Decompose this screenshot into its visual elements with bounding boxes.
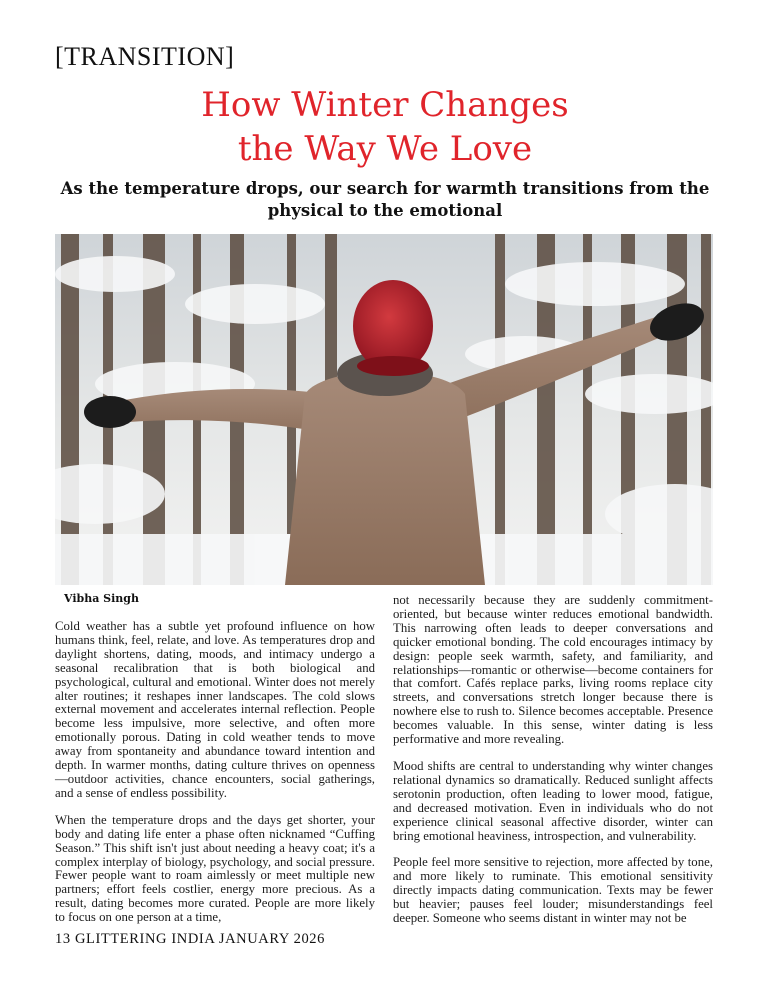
paragraph: Cold weather has a subtle yet profound influence on how humans think, feel, relate, and love. As temperatures drop and daylight shortens, dating, moods, and intimacy undergo a seasonal recalibration that is both biological and psychological, cultural and emotional. Winter does not merely alter routines; it reshapes inner landscapes. The cold slows external movement and accelerates internal reflection. People become less impulsive, more selective, and often more emotionally porous. Dating in cold weather tends to move away from spontaneity and abundance toward intention and depth. In warmer months, dating culture thrives on openness—outdoor activities, chance encounters, social gatherings, and a sense of endless possibility. [55,619,375,800]
paragraph: When the temperature drops and the days get shorter, your body and dating life enter a phase often nicknamed “Cuffing Season.” This shift isn't just about needing a heavy coat; it's a complex interplay of biology, psychology, and social pressure. Fewer people want to roam aimlessly or meet multiple new partners; effort feels costlier, energy more precious. As a result, dating becomes more curated. People are more likely to focus on one person at a time, [55,812,375,925]
page-footer [55,931,325,948]
hero-photo [55,234,713,585]
section-tag: [TRANSITION] [55,42,235,71]
headline-line-1: How Winter Changes [201,85,569,125]
page-number: 13 [55,931,71,947]
article-column-left [55,620,375,938]
headline-line-2: the Way We Love [237,129,533,169]
publication-name: GLITTERING INDIA JANUARY 2026 [74,931,325,947]
paragraph: Mood shifts are central to understanding why winter changes relational dynamics so dramatically. Reduced sunlight affects serotonin production, often leading to lower mood, fatigue, and decreased motivation. Even in individuals who do not experience clinical seasonal affective disorder, winter can bring emotional heaviness, introspection, and vulnerability. [393,758,713,843]
article-headline [0,83,770,171]
paragraph: People feel more sensitive to rejection, more affected by tone, and more likely to ruminate. This emotional sensitivity directly impacts dating communication. Texts may be fewer but heavier; pauses feel louder; misunderstandings feel deeper. Someone who seems distant in winter may not be [393,855,713,926]
article-column-right [393,594,713,939]
paragraph: not necessarily because they are suddenly commitment-oriented, but because winter reduces emotional bandwidth. This narrowing often leads to deeper conversations and quicker emotional bonding. The cold encourages intimacy by design: people seek warmth, safety, and familiarity, and relationships—romantic or otherwise—become containers for that comfort. Cafés replace parks, living rooms replace city streets, and conversations stretch longer because there is nowhere else to rush to. Silence becomes acceptable. Presence becomes valuable. In this sense, winter dating is less performative and more revealing. [393,593,713,747]
woman-in-snowy-forest-photo [55,234,713,585]
author-byline: Vibha Singh [64,592,139,605]
article-subtitle: As the temperature drops, our search for warmth transitions from the physical to the emotional [60,179,710,220]
